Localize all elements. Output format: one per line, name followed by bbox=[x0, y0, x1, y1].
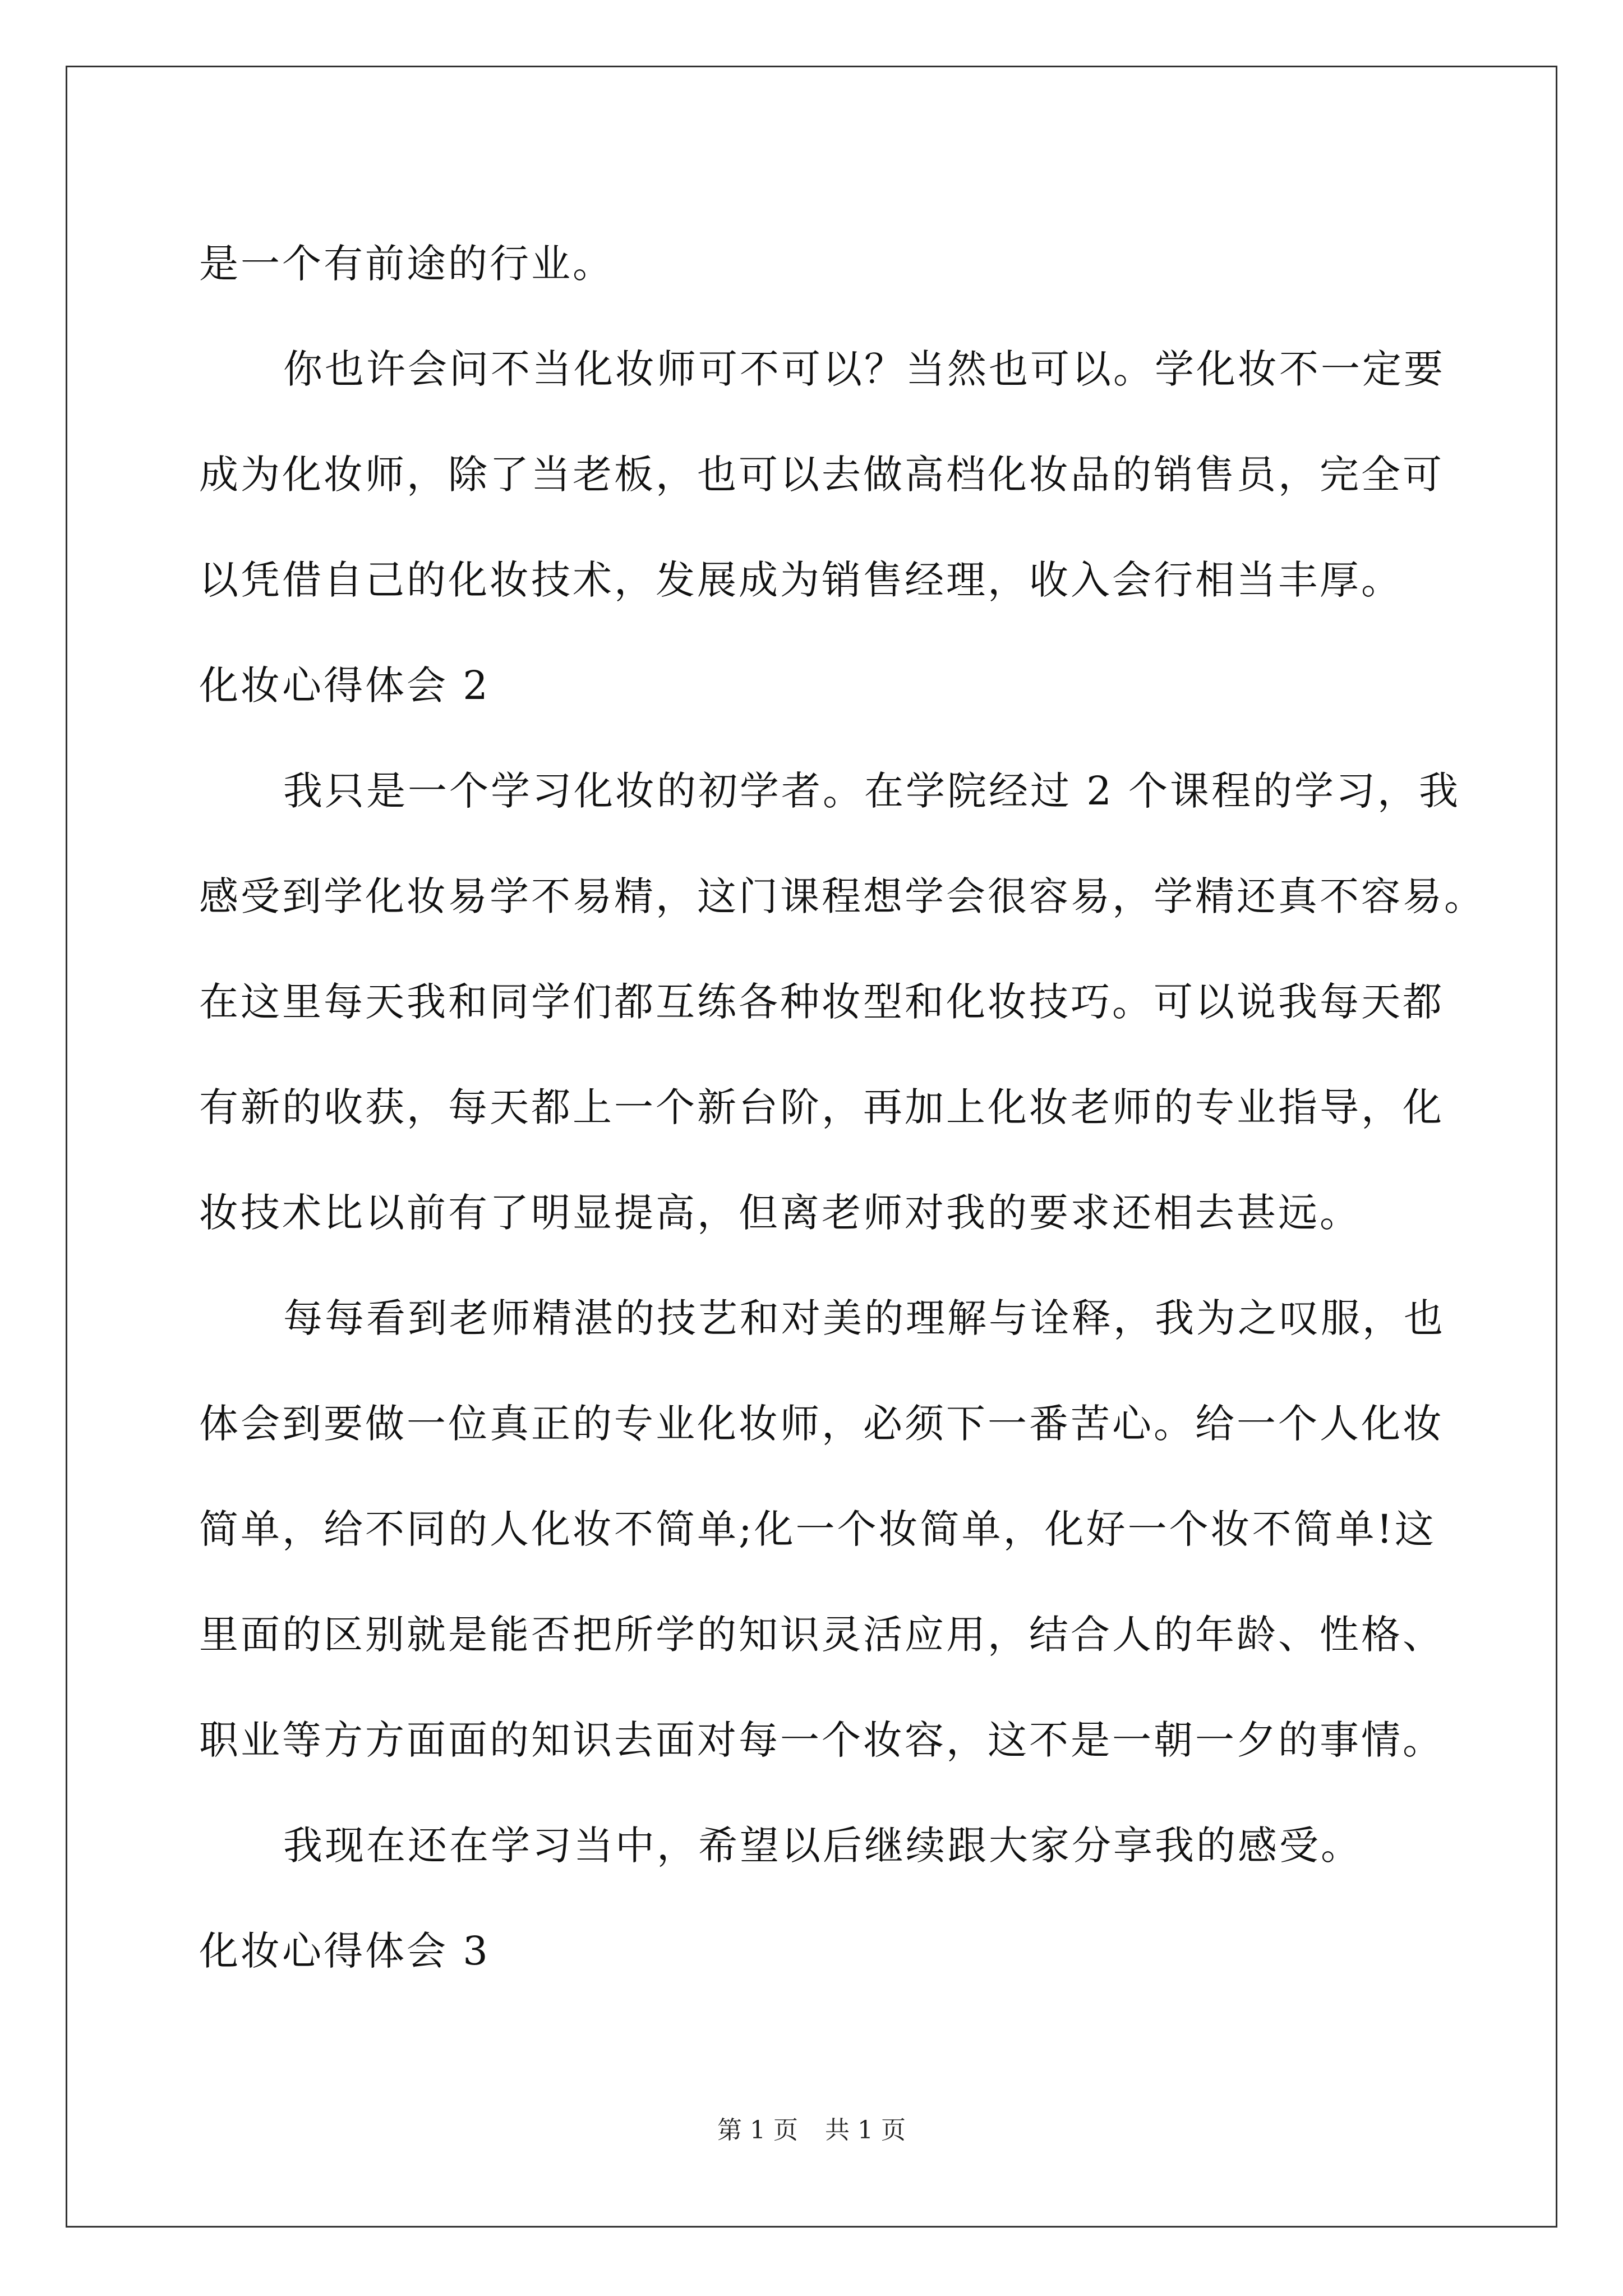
text-line: 体会到要做一位真正的专业化妆师，必须下一番苦心。给一个人化妆 bbox=[199, 1401, 1444, 1447]
text-line: 妆技术比以前有了明显提高，但离老师对我的要求还相去甚远。 bbox=[199, 1190, 1361, 1236]
text-line: 有新的收获，每天都上一个新台阶，再加上化妆老师的专业指导，化 bbox=[199, 1084, 1444, 1130]
section-heading: 化妆心得体会 2 bbox=[199, 662, 490, 708]
document-body bbox=[199, 211, 1486, 2004]
page-number: 第 1 页 bbox=[717, 2116, 798, 2145]
text-line: 简单，给不同的人化妆不简单;化一个妆简单，化好一个妆不简单!这 bbox=[199, 1506, 1436, 1552]
text-line: 里面的区别就是能否把所学的知识灵活应用，结合人的年龄、性格、 bbox=[199, 1612, 1444, 1658]
paragraph-start-line: 你也许会问不当化妆师可不可以？当然也可以。学化妆不一定要 bbox=[283, 346, 1445, 392]
page-total: 共 1 页 bbox=[825, 2116, 906, 2145]
text-line: 感受到学化妆易学不易精，这门课程想学会很容易，学精还真不容易。 bbox=[199, 873, 1486, 919]
paragraph-start-line: 我现在还在学习当中，希望以后继续跟大家分享我的感受。 bbox=[283, 1823, 1362, 1869]
text-line: 以凭借自己的化妆技术，发展成为销售经理，收入会行相当丰厚。 bbox=[199, 557, 1403, 603]
text-line: 成为化妆师，除了当老板，也可以去做高档化妆品的销售员，完全可 bbox=[199, 452, 1444, 498]
text-line: 职业等方方面面的知识去面对每一个妆容，这不是一朝一夕的事情。 bbox=[199, 1717, 1444, 1763]
paragraph-start-line: 我只是一个学习化妆的初学者。在学院经过 2 个课程的学习，我 bbox=[283, 768, 1461, 814]
text-line: 是一个有前途的行业。 bbox=[199, 241, 614, 287]
section-heading: 化妆心得体会 3 bbox=[199, 1928, 490, 1974]
paragraph-start-line: 每每看到老师精湛的技艺和对美的理解与诠释，我为之叹服，也 bbox=[283, 1295, 1445, 1341]
text-line: 在这里每天我和同学们都互练各种妆型和化妆技巧。可以说我每天都 bbox=[199, 979, 1444, 1025]
page-footer bbox=[0, 2114, 1623, 2147]
